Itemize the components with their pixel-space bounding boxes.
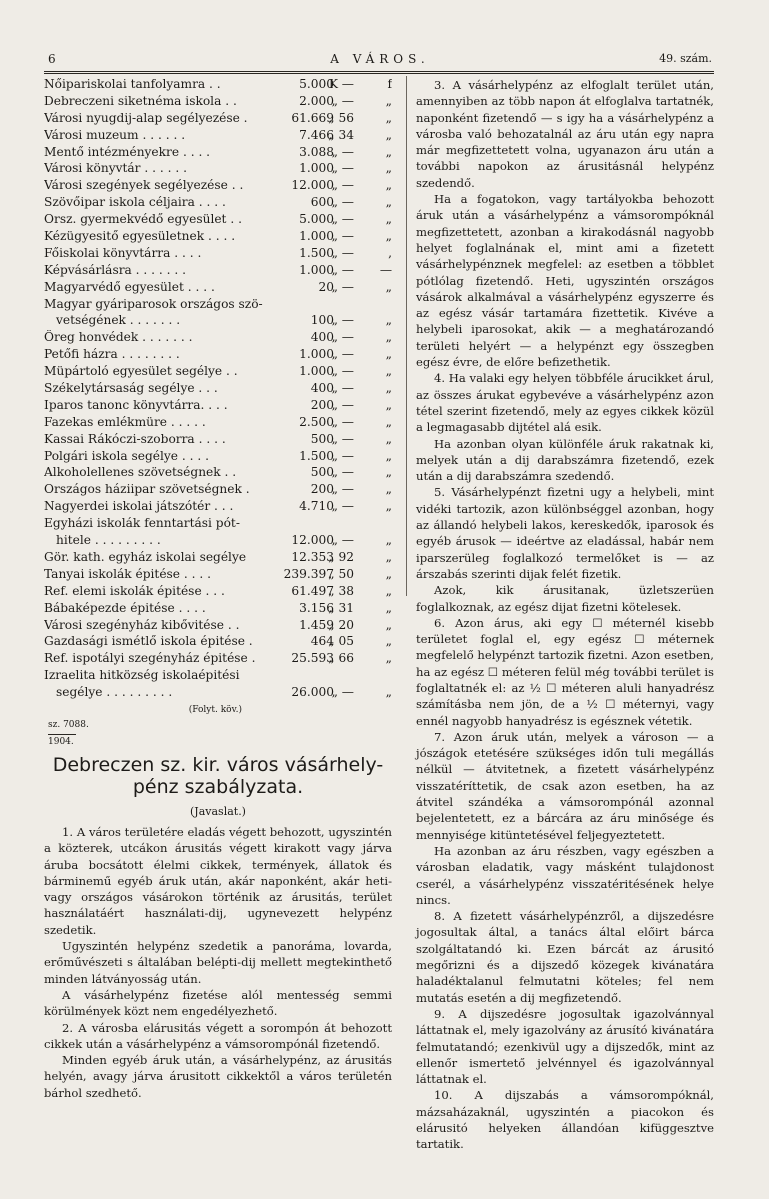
ledger-item-fil: „ <box>385 330 392 345</box>
ledger-item-fil: „ <box>385 600 392 615</box>
ledger-row <box>44 618 392 635</box>
article-paragraph: 10. A dijszabás a vámsorompóknál, mázsaházaknál, ugyszintén a piacokon és elárusitó helyeken állandóan kifüggesztve tartatik. <box>416 1088 714 1152</box>
ledger-row <box>44 178 392 195</box>
ledger-item-amount: 2.500 <box>299 414 334 429</box>
ledger-item-amount: 26.000 <box>291 685 334 700</box>
reference-year: 1904. <box>48 737 74 747</box>
ledger-item-amount: 12.000 <box>291 178 334 193</box>
ledger-item-amount: 600 <box>310 195 334 210</box>
ledger-item-amount: 5.000 <box>299 212 334 227</box>
ledger-item-fil: „ <box>385 144 392 159</box>
ledger-item-fillers: „ 56 <box>328 110 354 125</box>
ledger-item-fil: „ <box>385 499 392 514</box>
ledger-item-amount: 239.397 <box>283 566 334 581</box>
ledger-item-fil: „ <box>385 685 392 700</box>
ledger-item-amount: 500 <box>310 465 334 480</box>
ledger-row <box>44 229 392 246</box>
ledger-item-amount: 12.353 <box>291 549 334 564</box>
ledger-item-amount: 1.000 <box>299 262 334 277</box>
ledger-row <box>44 280 392 297</box>
page-header <box>48 52 712 70</box>
ledger-item-fil: „ <box>385 161 392 176</box>
issue-number: 49. szám. <box>659 52 712 65</box>
ledger-row <box>44 533 392 550</box>
ledger-item-fil: „ <box>385 448 392 463</box>
ledger-item-amount: 1.000 <box>299 229 334 244</box>
ledger-row <box>44 449 392 466</box>
ledger-item-name: Öreg honvédek . . . . . . . <box>44 330 193 345</box>
ledger-item-fil: „ <box>385 279 392 294</box>
ledger-item-name: vetségének . . . . . . . <box>56 313 181 328</box>
article-paragraph: 9. A dijszedésre jogosultak igazolvánnyal láttatnak el, mely igazolvány az árusító kivánatára felmutatandó; ezenkivül ugy a dijszedők, mint az ellenőr ismertető jelvénnyel és igazolvánnyal láttatnak el. <box>416 1006 714 1087</box>
ledger-item-amount: 1.500 <box>299 245 334 260</box>
ledger-item-name: Debreczeni siketnéma iskola . . <box>44 93 237 108</box>
ledger-item-name: Képvásárlásra . . . . . . . <box>44 262 187 277</box>
article-paragraph: 4. Ha valaki egy helyen többféle árucikket árul, az összes árukat egybevéve a vásárhelypénz azon tétel szerint fizetendő, mely az egyes cikkek közül a legmagasabb dijtétel alá esik. <box>416 371 714 435</box>
ledger-row <box>44 212 392 229</box>
ledger-item-name: Fazekas emlékmüre . . . . . <box>44 414 206 429</box>
ledger-item-fillers: K — <box>328 77 354 91</box>
reference-number: sz. 7088. <box>48 720 89 730</box>
ledger-row <box>44 364 392 381</box>
ledger-item-name: Egyházi iskolák fenntartási pót- <box>44 516 240 531</box>
ledger-row <box>44 128 392 145</box>
ledger-row <box>44 263 392 280</box>
ledger-item-name: Müpártoló egyesület segélye . . <box>44 364 238 379</box>
article-paragraph: Ha azonban az áru részben, vagy egészben a városban eladatik, vagy másként tulajdonost cserél, a vásárhelypénz visszatéritésének helye nincs. <box>416 843 714 907</box>
ledger-item-name: Gör. kath. egyház iskolai segélye <box>44 549 247 564</box>
ledger-row <box>44 482 392 499</box>
reference-rule <box>48 734 76 735</box>
ledger-item-amount: 500 <box>310 431 334 446</box>
ledger-row <box>44 313 392 330</box>
ledger-item-amount: 3.156 <box>299 600 334 615</box>
ledger-item-fil: „ <box>385 634 392 649</box>
article-paragraph: Ugyszintén helypénz szedetik a panoráma, lovarda, erőművészeti s általában belépti-dij mellett megtekinthető minden látványosság után. <box>44 939 392 986</box>
ledger-item-fillers: „ 92 <box>328 549 354 564</box>
ledger-row <box>44 465 392 482</box>
ledger-item-amount: 1.000 <box>299 161 334 176</box>
ledger-item-amount: 7.466 <box>299 127 334 142</box>
ledger-item-fillers: „ 20 <box>328 617 354 632</box>
article-left-column <box>44 754 392 1101</box>
ledger-item-name: Petőfi házra . . . . . . . . <box>44 347 180 362</box>
ledger-row <box>44 94 392 111</box>
ledger-item-amount: 2.000 <box>299 93 334 108</box>
article-paragraph: 5. Vásárhelypénzt fizetni ugy a helybeli, mint vidéki tartozik, azon különbséggel azonban, hogy az állandó helybeli lakos, kereskedők, iparosok és egyéb árusok — ideértve az eladással, habár nem iparszerüleg foglalkozó termelőket is — az árszabás szerinti dijak felét fizetik. <box>416 485 714 581</box>
ledger-row <box>44 584 392 601</box>
ledger-item-fillers: „ — <box>331 161 354 176</box>
ledger-item-fillers: „ — <box>331 245 354 260</box>
ledger-item-fil: „ <box>385 414 392 429</box>
ledger-item-amount: 1.000 <box>299 347 334 362</box>
ledger-item-name: Városi nyugdij-alap segélyezése . <box>44 110 248 125</box>
ledger-item-fillers: „ — <box>331 347 354 362</box>
ledger-item-fil: „ <box>385 381 392 396</box>
ledger-row <box>44 601 392 618</box>
ledger-item-amount: 61.497 <box>291 583 334 598</box>
ledger-item-fillers: „ 05 <box>328 634 354 649</box>
ledger-row <box>44 347 392 364</box>
ledger-item-fil: „ <box>385 583 392 598</box>
ledger-item-name: Városi szegényház kibővitése . . <box>44 617 240 632</box>
ledger-item-fil: „ <box>385 110 392 125</box>
article-paragraph: 2. A városba elárusitás végett a sorompón át behozott cikkek után a vásárhelypénz a vámsorompónál fizetendő. <box>44 1020 392 1051</box>
ledger-item-fil: „ <box>385 229 392 244</box>
ledger-item-name: Városi könyvtár . . . . . . <box>44 161 187 176</box>
ledger-item-fillers: „ — <box>331 397 354 412</box>
article-paragraph: 8. A fizetett vásárhelypénzről, a dijszedésre jogosultak által, a tanács által előirt bárca szolgáltatandó ki. Ezen bárcát az árusitó megőrizni és a dijszedő közegek kivánatára haladéktalanul felmutatni köteles; fel nem mutatás esetén a dij megfizetendő. <box>416 909 714 1005</box>
article-paragraph: A vásárhelypénz fizetése alól mentesség semmi körülmények közt nem engedélyezhető. <box>44 987 392 1019</box>
ledger-item-name: Magyarvédő egyesület . . . . <box>44 279 215 294</box>
ledger-table <box>44 77 392 715</box>
ledger-item-name: Szövőipar iskola céljaira . . . . <box>44 195 226 210</box>
ledger-item-fillers: „ — <box>331 93 354 108</box>
ledger-item-amount: 200 <box>310 482 334 497</box>
ledger-item-amount: 400 <box>310 330 334 345</box>
ledger-item-amount: 1.459 <box>299 617 334 632</box>
article-paragraph: Ha a fogatokon, vagy tartályokba behozott áruk után a vásárhelypénz a vámsorompóknál megfizettetett, azonban a kirakodásnál nagyobb helyet foglalnának el, mint ami a fizetett vásárhelypénznek megfelel: az esetben a többlet pótlólag fizetendő. Heti, ugyszintén országos vásárok alkalmával a vásárhelypénz egyszerre és az egész vásár tartamára fizettetik. Kivéve a helybeli iparosokat, akik — a meghatározandó területi helyért — a helypénzt egy összegben egész évre, de előre befizethetik. <box>416 192 714 370</box>
ledger-item-name: Mentő intézményekre . . . . <box>44 144 211 159</box>
ledger-item-amount: 200 <box>310 397 334 412</box>
ledger-item-fil: , <box>388 245 392 260</box>
ledger-item-name: Kassai Rákóczi-szoborra . . . . <box>44 431 226 446</box>
ledger-item-fil: „ <box>385 364 392 379</box>
ledger-item-fil: f <box>387 77 392 91</box>
ledger-item-fillers: „ — <box>331 482 354 497</box>
ledger-row <box>44 195 392 212</box>
ledger-item-fillers: „ — <box>331 381 354 396</box>
continued-note: (Folyt. köv.) <box>188 704 242 715</box>
ledger-item-amount: 4.710 <box>299 499 334 514</box>
ledger-item-name: Tanyai iskolák épitése . . . . <box>44 566 211 581</box>
ledger-item-name: Székelytársaság segélye . . . <box>44 381 218 396</box>
ledger-item-name: Ref. elemi iskolák épitése . . . <box>44 583 225 598</box>
ledger-item-fillers: „ 31 <box>328 600 354 615</box>
ledger-item-fillers: „ 38 <box>328 583 354 598</box>
ledger-item-fil: — <box>379 262 392 277</box>
ledger-item-fil: „ <box>385 431 392 446</box>
ledger-item-fillers: „ — <box>331 262 354 277</box>
ledger-item-name: Ref. ispotályi szegényház épitése . <box>44 651 256 666</box>
ledger-row <box>44 516 392 533</box>
ledger-row <box>44 161 392 178</box>
ledger-item-name: segélye . . . . . . . . . <box>56 685 173 700</box>
ledger-item-fil: „ <box>385 93 392 108</box>
ledger-item-fil: „ <box>385 195 392 210</box>
header-rule <box>44 71 714 72</box>
ledger-item-fil: „ <box>385 549 392 564</box>
article-paragraph: 7. Azon áruk után, melyek a városon — a jószágok etetésére szükséges időn tuli megállás nélkül — átvitetnek, a fizetett vásárhelypénz visszatéríttetik, de csak azon esetben, ha az átvitel szándéka a vámsorompónál azonnal bejelentetett, ez a bárcára az áru minősége és mennyisége kitüntetésével feljegyeztetett. <box>416 729 714 842</box>
ledger-item-name: hitele . . . . . . . . . <box>56 533 161 548</box>
ledger-row <box>44 550 392 567</box>
ledger-item-fillers: „ — <box>331 499 354 514</box>
ledger-item-amount: 400 <box>310 381 334 396</box>
ledger-item-fillers: „ — <box>331 685 354 700</box>
article-paragraph: 1. A város területére eladás végett behozott, ugyszintén a közterek, utcákon árusitás végett kirakott vagy járva áruba bocsátott élelmi cikkek, termények, állatok és bárminemű egyéb áruk után, akár naponként, akár heti- vagy országos vásárokon történik az árusitás, terület használatáért használati-dij, ugynevezett helypénz szedetik. <box>44 825 392 937</box>
ledger-item-fillers: „ 34 <box>328 127 354 142</box>
ledger-item-name: Orsz. gyermekvédő egyesület . . <box>44 212 242 227</box>
ledger-row <box>44 77 392 94</box>
ledger-item-name: Magyar gyáriparosok országos szö- <box>44 296 263 311</box>
ledger-item-name: Kézügyesitő egyesületnek . . . . <box>44 229 236 244</box>
article-paragraph: Azok, kik árusitanak, üzletszerüen foglalkoznak, az egész dijat fizetni kötelesek. <box>416 583 714 614</box>
ledger-row <box>44 111 392 128</box>
ledger-item-fillers: „ — <box>331 414 354 429</box>
article-right-column <box>416 77 714 1153</box>
ledger-item-fil: „ <box>385 397 392 412</box>
ledger-item-amount: 100 <box>310 313 334 328</box>
ledger-item-fillers: „ — <box>331 364 354 379</box>
ledger-row <box>44 415 392 432</box>
ledger-item-fil: „ <box>385 347 392 362</box>
ledger-item-fil: „ <box>385 127 392 142</box>
ledger-row <box>44 668 392 685</box>
ledger-item-amount: 1.500 <box>299 448 334 463</box>
ledger-item-fillers: „ 66 <box>328 651 354 666</box>
ledger-item-name: Nagyerdei iskolai játszótér . . . <box>44 499 234 514</box>
ledger-row <box>44 685 392 702</box>
ledger-row <box>44 246 392 263</box>
ledger-item-fil: „ <box>385 533 392 548</box>
ledger-item-name: Iparos tanonc könyvtárra. . . . <box>44 397 228 412</box>
ledger-item-fillers: „ — <box>331 178 354 193</box>
ledger-row <box>44 145 392 162</box>
ledger-row <box>44 330 392 347</box>
ledger-item-name: Alkoholellenes szövetségnek . . <box>44 465 237 480</box>
article-subtitle: (Javaslat.) <box>190 805 246 818</box>
ledger-item-amount: 12.000 <box>291 533 334 548</box>
ledger-item-fillers: „ — <box>331 279 354 294</box>
article-paragraph: 3. A vásárhelypénz az elfoglalt terület után, amennyiben az több napon át elfoglalva tartatnék, naponként fizetendő — s igy ha a vásárhelypénz a városba való behozatalnál az áru után egy napra már megfizettetett volna, ugyanazon áru után a további napokon az árusitásnál helypénz szedendő. <box>416 78 714 190</box>
column-divider <box>406 76 407 596</box>
ledger-item-name: Városi muzeum . . . . . . <box>44 127 186 142</box>
ledger-row <box>44 634 392 651</box>
ledger-row <box>44 499 392 516</box>
ledger-item-name: Polgári iskola segélye . . . . <box>44 448 209 463</box>
ledger-item-fil: „ <box>385 482 392 497</box>
header-rule-double <box>44 73 714 74</box>
ledger-item-fillers: „ — <box>331 465 354 480</box>
page-number: 6 <box>48 52 56 66</box>
ledger-item-fil: „ <box>385 313 392 328</box>
ledger-item-name: Izraelita hitközség iskolaépitési <box>44 668 240 683</box>
article-paragraph: 6. Azon árus, aki egy ☐ méternél kisebb területet foglal el, egy egész ☐ méternek megfelelő helypénzt tartozik fizetni. Azon esetben, ha az egész ☐ méteren felül még további terület is foglaltatnék el: az ½ ☐ méteren aluli hanyadrész számításba nem jön, de a ½ ☐ méternyi, vagy ennél nagyobb hanyadrész is egésznek vétetik. <box>416 615 714 728</box>
ledger-item-fil: „ <box>385 566 392 581</box>
article-paragraph: Ha azonban olyan különféle áruk rakatnak ki, melyek után a dij darabszámra fizetendő, ezek után a dij darabszámra szedendő. <box>416 436 714 484</box>
ledger-item-fil: „ <box>385 178 392 193</box>
ledger-item-fil: „ <box>385 465 392 480</box>
ledger-item-fillers: „ — <box>331 229 354 244</box>
article-left-body <box>44 824 392 1101</box>
ledger-item-name: Országos háziipar szövetségnek . <box>44 482 250 497</box>
ledger-item-fillers: „ — <box>331 431 354 446</box>
ledger-item-amount: 3.088 <box>299 144 334 159</box>
ledger-item-fillers: „ 50 <box>328 566 354 581</box>
ledger-item-fil: „ <box>385 651 392 666</box>
ledger-row <box>44 297 392 314</box>
article-title: Debreczen sz. kir. város vásárhely-pénz szabályzata. <box>52 754 384 798</box>
article-paragraph: Minden egyéb áruk után, a vásárhelypénz, az árusitás helyén, avagy járva árusitott cikkektől a város területén bárhol szedhető. <box>44 1053 392 1100</box>
ledger-item-fillers: „ — <box>331 533 354 548</box>
ledger-row <box>44 432 392 449</box>
ledger-item-amount: 61.669 <box>291 110 334 125</box>
ledger-item-fil: „ <box>385 212 392 227</box>
ledger-item-amount: 20 <box>318 279 334 294</box>
ledger-item-amount: 25.593 <box>291 651 334 666</box>
ledger-item-fil: „ <box>385 617 392 632</box>
ledger-item-name: Gazdasági ismétlő iskola épitése . <box>44 634 253 649</box>
ledger-item-name: Bábaképezde épitése . . . . <box>44 600 206 615</box>
ledger-item-amount: 1.000 <box>299 364 334 379</box>
ledger-item-fillers: „ — <box>331 212 354 227</box>
ledger-item-name: Városi szegények segélyezése . . <box>44 178 244 193</box>
ledger-item-fillers: „ — <box>331 195 354 210</box>
ledger-item-amount: 464 <box>310 634 334 649</box>
ledger-item-fillers: „ — <box>331 144 354 159</box>
ledger-item-amount: 5.000 <box>299 77 334 91</box>
ledger-row <box>44 381 392 398</box>
publication-title: A VÁROS. <box>330 52 430 66</box>
ledger-row <box>44 651 392 668</box>
ledger-item-fillers: „ — <box>331 448 354 463</box>
ledger-item-name: Főiskolai könyvtárra . . . . <box>44 245 202 260</box>
ledger-item-fillers: „ — <box>331 330 354 345</box>
ledger-item-fillers: „ — <box>331 313 354 328</box>
ledger-item-name: Nőipariskolai tanfolyamra . . <box>44 77 221 91</box>
ledger-row <box>44 398 392 415</box>
ledger-row <box>44 567 392 584</box>
